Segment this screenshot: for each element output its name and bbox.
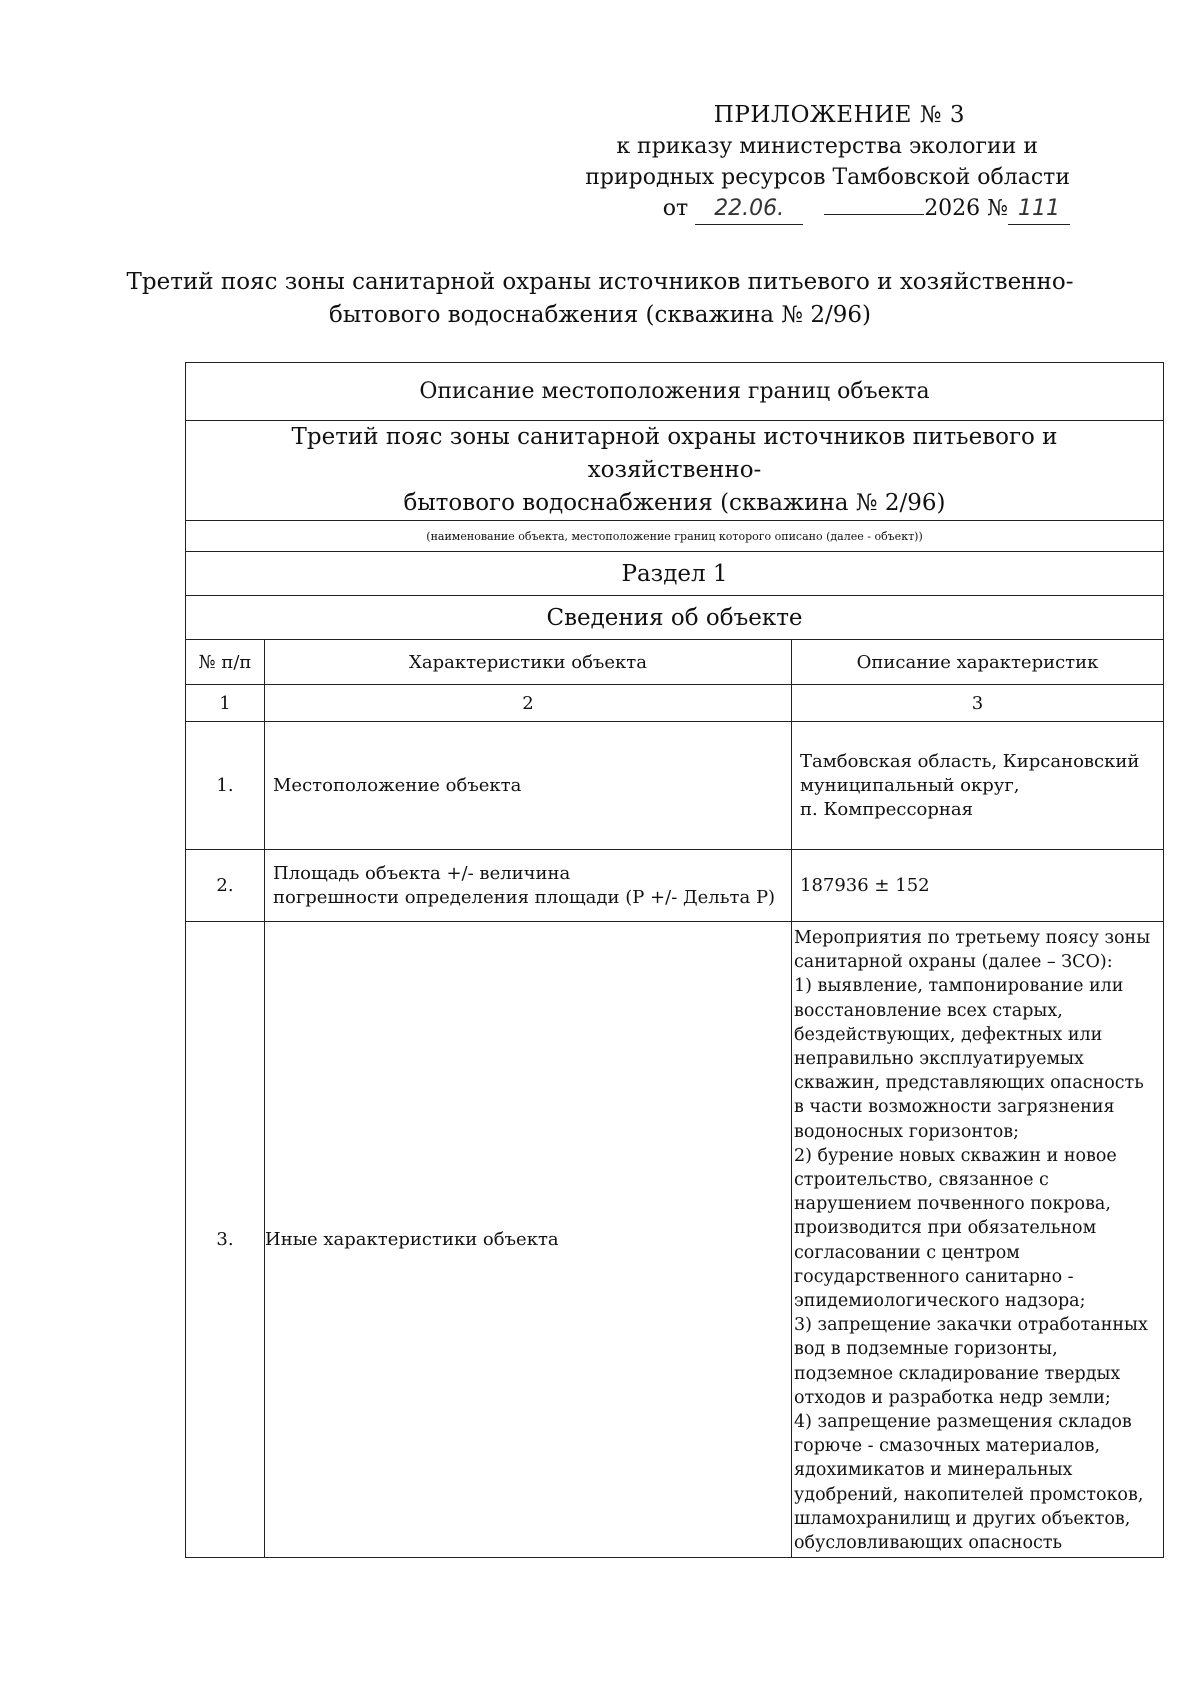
measure-line: 1) выявление, тампонирование или (794, 976, 1124, 997)
column-header-characteristic: Характеристики объекта (265, 640, 792, 685)
document-title (0, 266, 1200, 332)
order-reference-line1: к приказу министерства экологии и (616, 134, 1038, 159)
appendix-header (585, 100, 1070, 225)
date-blank-field (824, 214, 924, 215)
measure-line: 3) запрещение закачки отработанных (794, 1315, 1148, 1336)
order-number-handwritten: 111 (1018, 196, 1060, 221)
table-row (186, 722, 1164, 850)
measure-line: 2) бурение новых скважин и новое (794, 1145, 1117, 1166)
measure-line: Мероприятия по третьему поясу зоны (794, 928, 1151, 948)
measures-list (794, 926, 1159, 1555)
column-header-number: № п/п (186, 640, 265, 685)
row-description: 187936 ± 152 (792, 850, 1164, 922)
measure-line: согласовании с центром (794, 1242, 1020, 1263)
measure-line: ядохимикатов и минеральных (794, 1460, 1073, 1481)
table-row (186, 922, 1164, 1558)
object-name-line2: бытового водоснабжения (скважина № 2/96) (403, 490, 946, 516)
year-label: 2026 № (924, 196, 1008, 221)
description-line: п. Компрессорная (800, 798, 973, 820)
row-number: 3. (186, 922, 265, 1558)
measure-line: скважин, представляющих опасность (794, 1073, 1144, 1094)
measure-line: строительство, связанное с (794, 1170, 1049, 1191)
measure-line: шламохранилищ и других объектов, (794, 1508, 1131, 1529)
measure-line: подземное складирование твердых (794, 1363, 1121, 1384)
row-description (792, 922, 1164, 1558)
section-heading: Описание местоположения границ объекта (186, 363, 1164, 421)
row-characteristic: Иные характеристики объекта (265, 922, 792, 1558)
document-title-line2: бытового водоснабжения (скважина № 2/96) (329, 302, 871, 328)
characteristic-line: погрешности определения площади (Р +/- Дельта Р) (273, 886, 776, 908)
measure-line: горюче - смазочных материалов, (794, 1436, 1101, 1457)
appendix-number: ПРИЛОЖЕНИЕ № 3 (713, 102, 965, 128)
row-characteristic (265, 850, 792, 922)
object-caption: (наименование объекта, местоположение границ которого описано (далее - объект)) (186, 521, 1164, 552)
measure-line: отходов и разработка недр земли; (794, 1387, 1111, 1408)
measure-line: нарушением почвенного покрова, (794, 1194, 1111, 1215)
row-number: 1. (186, 722, 265, 850)
description-line: муниципальный округ, (800, 774, 1020, 796)
part-label: Раздел 1 (186, 552, 1164, 596)
measure-line: неправильно эксплуатируемых (794, 1049, 1084, 1070)
document-title-line1: Третий пояс зоны санитарной охраны источников питьевого и хозяйственно- (126, 269, 1074, 295)
column-number-2: 2 (265, 685, 792, 722)
order-number-field (1008, 193, 1070, 225)
column-header-description: Описание характеристик (792, 640, 1164, 685)
description-line: Тамбовская область, Кирсановский (800, 750, 1140, 772)
date-prefix: от (662, 196, 689, 221)
part-title: Сведения об объекте (186, 596, 1164, 640)
order-reference-line2: природных ресурсов Тамбовской области (585, 165, 1070, 190)
measure-line: эпидемиологического надзора; (794, 1291, 1086, 1312)
characteristic-line: Площадь объекта +/- величина (273, 862, 571, 884)
boundary-description-table (185, 362, 1164, 1558)
measure-line: удобрений, накопителей промстоков, (794, 1484, 1144, 1505)
order-date-line (585, 193, 1070, 225)
object-name (186, 421, 1164, 521)
date-handwritten: 22.06. (714, 196, 785, 221)
measure-line: производится при обязательном (794, 1218, 1097, 1239)
row-characteristic: Местоположение объекта (265, 722, 792, 850)
row-number: 2. (186, 850, 265, 922)
measure-line: государственного санитарно - (794, 1266, 1074, 1287)
row-description (792, 722, 1164, 850)
measure-line: санитарной охраны (далее – ЗСО): (794, 952, 1113, 973)
measure-line: 4) запрещение размещения складов (794, 1412, 1132, 1433)
column-number-3: 3 (792, 685, 1164, 722)
measure-line: в части возможности загрязнения (794, 1097, 1115, 1118)
measure-line: водоносных горизонтов; (794, 1121, 1020, 1142)
column-number-1: 1 (186, 685, 265, 722)
table-row (186, 850, 1164, 922)
object-name-line1: Третий пояс зоны санитарной охраны источников питьевого и хозяйственно- (291, 424, 1058, 483)
measure-line: бездействующих, дефектных или (794, 1024, 1103, 1045)
measure-line: восстановление всех старых, (794, 1000, 1063, 1021)
measure-line: вод в подземные горизонты, (794, 1339, 1058, 1360)
measure-line: обусловливающих опасность (794, 1533, 1062, 1554)
date-handwritten-field (695, 193, 803, 225)
